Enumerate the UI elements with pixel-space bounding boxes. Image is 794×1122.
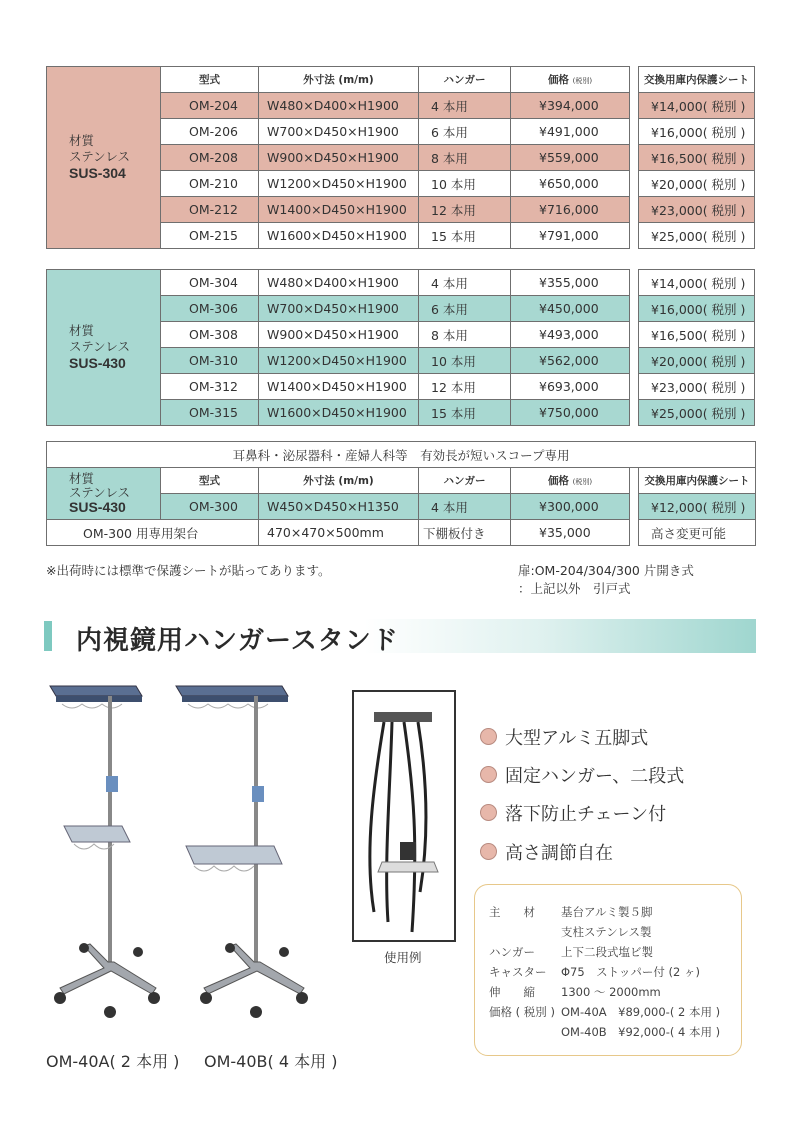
header-price: 価格 (税別) (511, 67, 630, 93)
usage-photo-frame (352, 690, 456, 942)
material-cell: 材質 ステンレス SUS-430 (47, 270, 161, 426)
table-row: OM-208 W900×D450×H1900 8 本用 ¥559,000 (47, 145, 630, 171)
spec-row: 伸 縮 1300 ～ 2000mm (489, 985, 661, 999)
material-cell: 材質 ステンレス SUS-304 (47, 67, 161, 249)
usage-photo (354, 692, 454, 940)
table-row: OM-310 W1200×D450×H1900 10 本用 ¥562,000 (47, 348, 630, 374)
header-dims: 外寸法 (m/m) (259, 67, 419, 93)
header-price: 価格 (税別) (511, 468, 630, 494)
product-label-om40b: OM-40B( 4 本用 ) (204, 1052, 338, 1071)
sheet-price: ¥16,500( 税別 ) (639, 322, 755, 348)
bullet-icon (480, 804, 497, 821)
sheet-table-2 (638, 269, 755, 426)
sheet-price: ¥23,000( 税別 ) (639, 374, 755, 400)
table-row: OM-300 用専用架台 470×470×500mm 下棚板付き ¥35,000 高さ変更可能 (47, 520, 756, 546)
header-model: 型式 (161, 468, 259, 494)
table-row: OM-204 W480×D400×H1900 4 本用 ¥394,000 (47, 93, 630, 119)
header-hanger: ハンガー (419, 67, 511, 93)
spec-row: 支柱ステンレス製 (561, 925, 652, 939)
table-row: 材質 ステンレス SUS-430 OM-304 W480×D400×H1900 4 本用 ¥355,000 (47, 270, 630, 296)
price-table-sus304 (46, 66, 630, 249)
sheet-price: ¥16,000( 税別 ) (639, 296, 755, 322)
spec-row: OM-40B ¥92,000-( 4 本用 ) (561, 1025, 721, 1039)
section-title-bar (44, 619, 756, 656)
title-accent (44, 621, 52, 651)
spec-row: キャスター Φ75 ストッパー付 (2 ヶ) (489, 965, 700, 979)
bullet-icon (480, 766, 497, 783)
table-row: OM-210 W1200×D450×H1900 10 本用 ¥650,000 (47, 171, 630, 197)
table-row: OM-312 W1400×D450×H1900 12 本用 ¥693,000 (47, 374, 630, 400)
sheet-price: ¥20,000( 税別 ) (639, 171, 755, 197)
spec-row: 価格 ( 税別 ) OM-40A ¥89,000-( 2 本用 ) (489, 1005, 721, 1019)
feature-item: 高さ調節自在 (480, 839, 613, 865)
feature-item: 落下防止チェーン付 (480, 800, 666, 826)
bullet-icon (480, 728, 497, 745)
sheet-price: ¥23,000( 税別 ) (639, 197, 755, 223)
shipping-note: ※出荷時には標準で保護シートが貼ってあります。 (46, 563, 331, 578)
sheet-price: ¥20,000( 税別 ) (639, 348, 755, 374)
feature-item: 固定ハンガー、二段式 (480, 762, 684, 788)
sheet-price: ¥16,500( 税別 ) (639, 145, 755, 171)
stand-om40b-image (172, 676, 312, 1036)
usage-caption: 使用例 (384, 950, 422, 965)
header-dims: 外寸法 (m/m) (259, 468, 419, 494)
spec-box (474, 884, 742, 1056)
sheet-price: ¥14,000( 税別 ) (639, 93, 755, 119)
door-note-1: 扉:OM-204/304/300 片開き式 (518, 563, 694, 578)
product-label-om40a: OM-40A( 2 本用 ) (46, 1052, 180, 1071)
table-row: OM-215 W1600×D450×H1900 15 本用 ¥791,000 (47, 223, 630, 249)
om300-banner: 耳鼻科・泌尿器科・産婦人科等 有効長が短いスコープ専用 (47, 442, 756, 468)
table-row: OM-206 W700×D450×H1900 6 本用 ¥491,000 (47, 119, 630, 145)
header-sheet: 交換用庫内保護シート (639, 67, 755, 93)
sheet-table-1 (638, 66, 755, 249)
table-row: OM-308 W900×D450×H1900 8 本用 ¥493,000 (47, 322, 630, 348)
stand-om40a-image (44, 676, 164, 1036)
section-title: 内視鏡用ハンガースタンド (76, 626, 399, 656)
table-row: OM-315 W1600×D450×H1900 15 本用 ¥750,000 (47, 400, 630, 426)
sheet-price: ¥25,000( 税別 ) (639, 400, 755, 426)
door-note-2: ：上記以外 引戸式 (518, 581, 631, 596)
table-row: OM-300 W450×D450×H1350 4 本用 ¥300,000 ¥12,000( 税別 ) (47, 494, 756, 520)
table-row: OM-212 W1400×D450×H1900 12 本用 ¥716,000 (47, 197, 630, 223)
spec-row: 主 材 基台アルミ製５脚 (489, 905, 653, 919)
spec-row: ハンガー 上下二段式塩ビ製 (489, 945, 653, 959)
sheet-price: ¥25,000( 税別 ) (639, 223, 755, 249)
price-table-om300 (46, 441, 756, 546)
header-model: 型式 (161, 67, 259, 93)
sheet-price: ¥16,000( 税別 ) (639, 119, 755, 145)
header-hanger: ハンガー (419, 468, 511, 494)
bullet-icon (480, 843, 497, 860)
price-table-sus430 (46, 269, 630, 426)
material-cell: 材質 ステンレス SUS-430 (47, 468, 161, 520)
sheet-price: ¥14,000( 税別 ) (639, 270, 755, 296)
table-row: OM-306 W700×D450×H1900 6 本用 ¥450,000 (47, 296, 630, 322)
feature-item: 大型アルミ五脚式 (480, 724, 648, 750)
header-sheet: 交換用庫内保護シート (639, 468, 756, 494)
